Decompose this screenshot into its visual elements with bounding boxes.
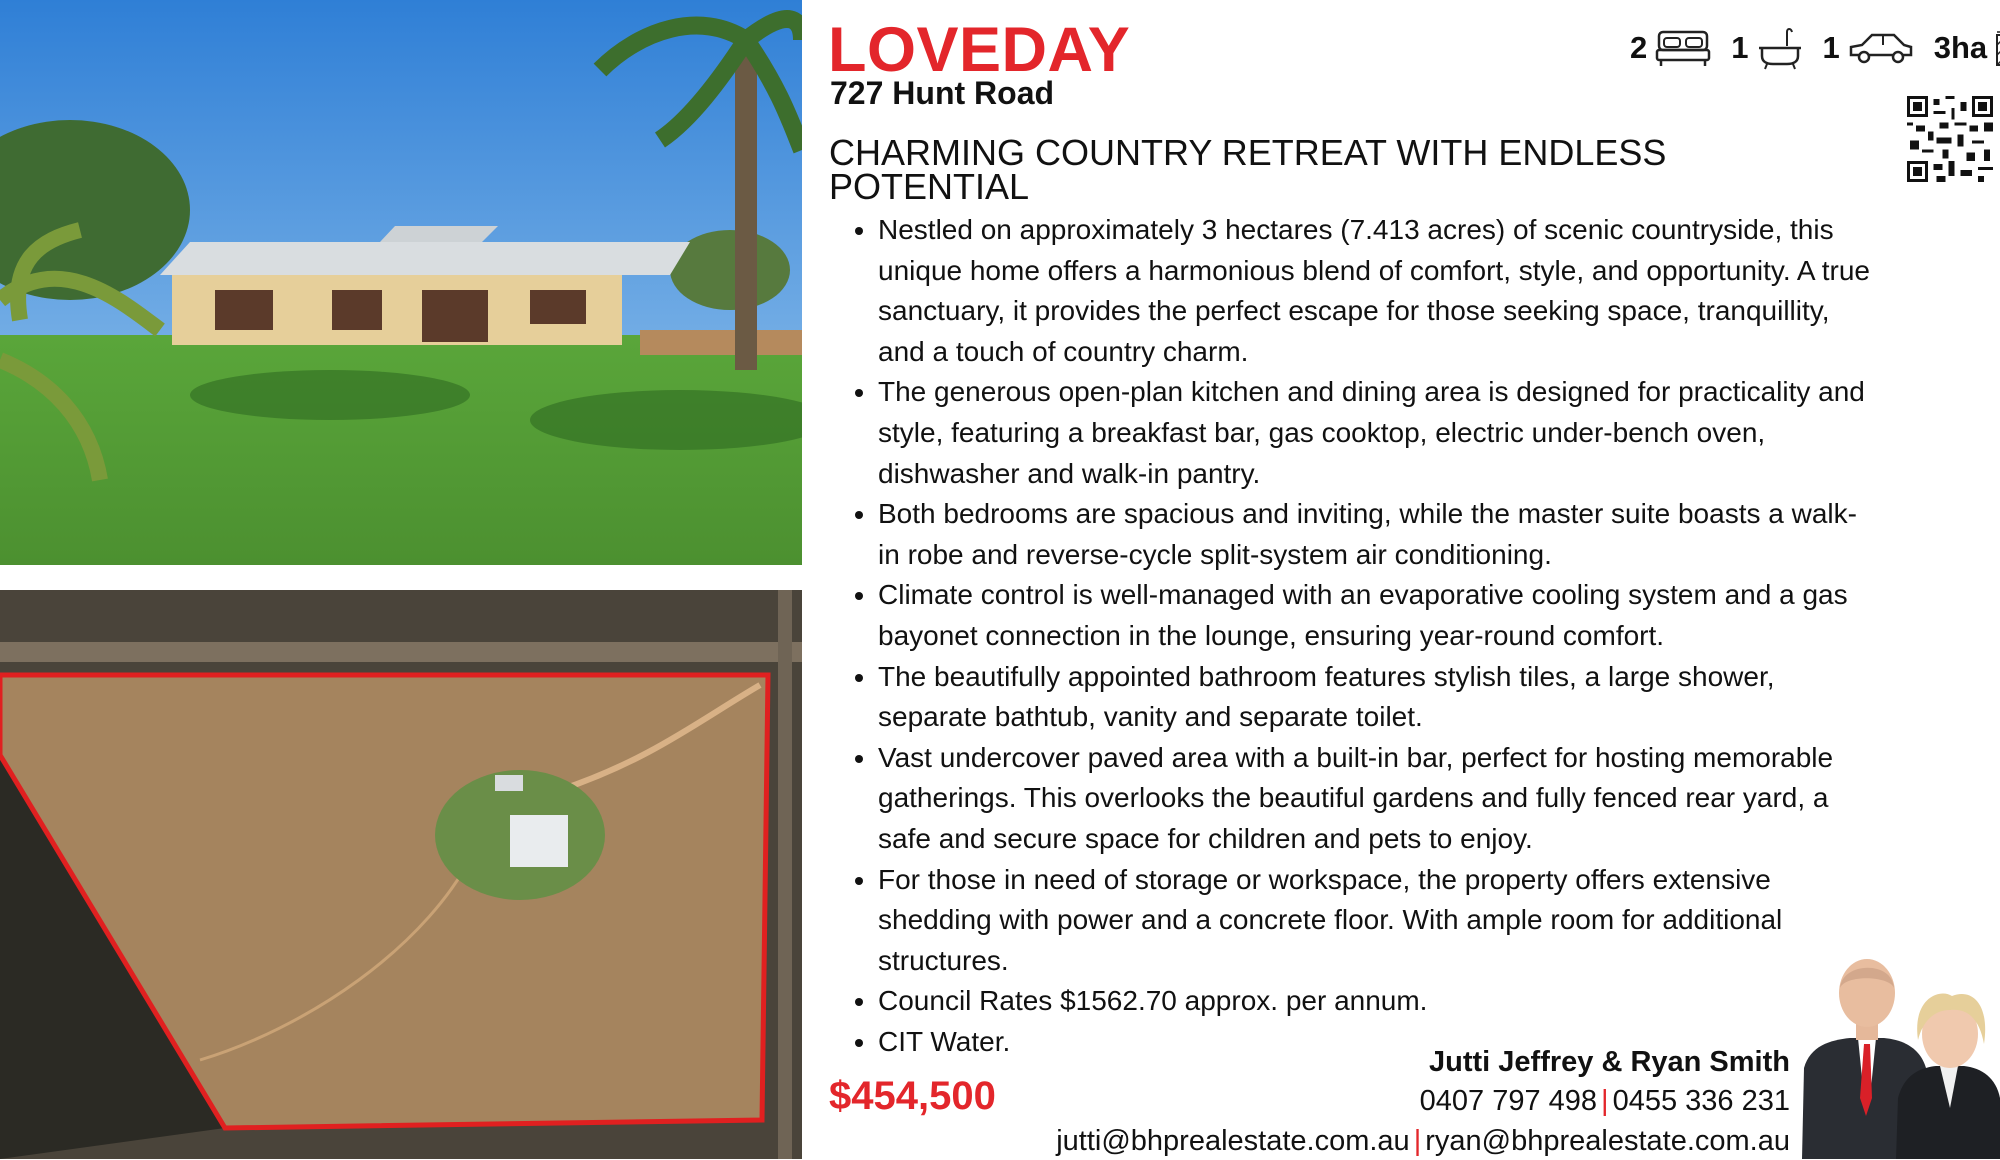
house-photo bbox=[0, 0, 802, 565]
street-address: 727 Hunt Road bbox=[830, 75, 1055, 111]
listing-headline: CHARMING COUNTRY RETREAT WITH ENDLESS POTENTIAL bbox=[829, 132, 1667, 207]
list-item: • Vast undercover paved area with a built-in bar, perfect for hosting memorable gatherings. This overlooks the beautiful gardens and fully fenced rear yard, a safe and secure space for children and pets to enjoy. bbox=[878, 738, 1878, 860]
separator: | bbox=[1413, 1125, 1422, 1157]
agent-names: Jutti Jeffrey & Ryan Smith bbox=[1429, 1046, 1790, 1078]
bath-icon bbox=[1757, 26, 1803, 70]
land-area-value: 3ha bbox=[1933, 30, 1988, 65]
list-item: • For those in need of storage or workspace, the property offers extensive shedding with power and a concrete floor. With ample room for additional structures. bbox=[878, 860, 1878, 982]
agent-email-2[interactable]: ryan@bhprealestate.com.au bbox=[1425, 1125, 1790, 1157]
aerial-photo bbox=[0, 590, 802, 1159]
list-item: • Council Rates $1562.70 approx. per annum. bbox=[878, 981, 1878, 1022]
agent-phone-2[interactable]: 0455 336 231 bbox=[1612, 1085, 1790, 1117]
car-icon bbox=[1848, 31, 1914, 65]
agent-phone-1[interactable]: 0407 797 498 bbox=[1419, 1085, 1598, 1117]
feature-bullet-list bbox=[850, 210, 1878, 1062]
bed-icon bbox=[1655, 28, 1711, 68]
list-item: • The beautifully appointed bathroom features stylish tiles, a large shower, separate bathtub, vanity and separate toilet. bbox=[878, 657, 1878, 738]
car-spaces-count: 1 bbox=[1822, 30, 1840, 65]
car-spaces-feature bbox=[1823, 30, 1914, 66]
separator: | bbox=[1601, 1085, 1609, 1117]
list-item: • Both bedrooms are spacious and inviting, while the master suite boasts a walk-in robe and reverse-cycle split-system air conditioning. bbox=[878, 494, 1878, 575]
land-area-feature bbox=[1934, 29, 2000, 67]
agents-photo bbox=[1800, 948, 2000, 1159]
listing-price: $454,500 bbox=[829, 1074, 996, 1118]
agent-phones bbox=[1420, 1081, 1790, 1121]
list-item: • Nestled on approximately 3 hectares (7.413 acres) of scenic countryside, this unique home offers a harmonious blend of comfort, style, and opportunity. A true sanctuary, it provides the perfect escape for those seeking space, tranquillity, and a touch of country charm. bbox=[878, 210, 1878, 372]
bathrooms-feature bbox=[1731, 26, 1802, 70]
suburb-title: LOVEDAY bbox=[828, 15, 1131, 85]
list-item: • Climate control is well-managed with an evaporative cooling system and a gas bayonet connection in the lounge, ensuring year-round comfort. bbox=[878, 575, 1878, 656]
agent-emails bbox=[1056, 1122, 1790, 1160]
bedrooms-count: 2 bbox=[1630, 30, 1648, 65]
bathrooms-count: 1 bbox=[1731, 30, 1749, 65]
qr-code[interactable] bbox=[1907, 96, 1993, 182]
land-area-icon bbox=[1995, 29, 2000, 67]
list-item: • The generous open-plan kitchen and dining area is designed for practicality and style, featuring a breakfast bar, gas cooktop, electric under-bench oven, dishwasher and walk-in pantry. bbox=[878, 372, 1878, 494]
list-item: • CIT Water. bbox=[878, 1022, 1878, 1063]
property-features bbox=[1610, 24, 2000, 72]
agent-email-1[interactable]: jutti@bhprealestate.com.au bbox=[1056, 1125, 1410, 1157]
bedrooms-feature bbox=[1630, 28, 1711, 68]
